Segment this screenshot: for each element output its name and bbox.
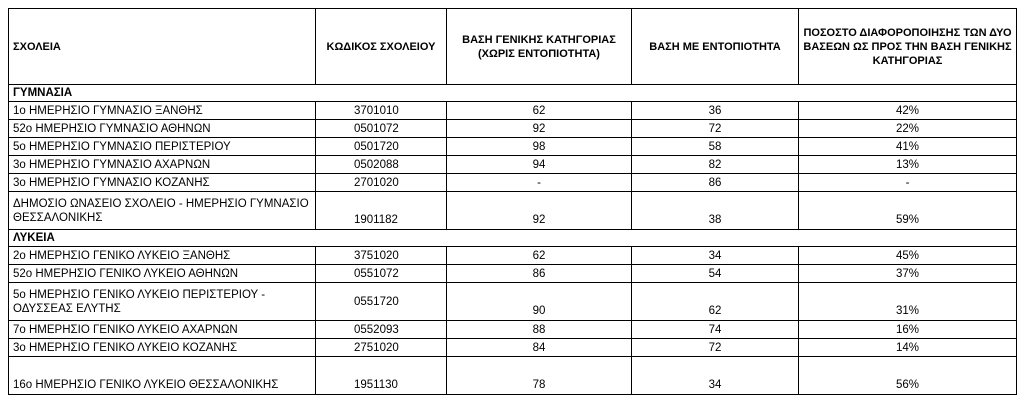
school-name: 5ο ΗΜΕΡΗΣΙΟ ΓΕΝΙΚΟ ΛΥΚΕΙΟ ΠΕΡΙΣΤΕΡΙΟΥ - ΟΔΥΣΣΕΑΣ ΕΛΥΤΗΣ [9, 283, 316, 321]
base-general: 90 [447, 283, 632, 321]
table-row [9, 321, 1017, 339]
base-local: 62 [632, 283, 799, 321]
table-row [9, 192, 1017, 230]
percent-diff: 45% [799, 247, 1017, 265]
header-school: ΣΧΟΛΕΙΑ [9, 9, 316, 85]
school-name: 52ο ΗΜΕΡΗΣΙΟ ΓΕΝΙΚΟ ΛΥΚΕΙΟ ΑΘΗΝΩΝ [9, 265, 316, 283]
school-code: 0551720 [316, 283, 447, 321]
base-general: 78 [447, 357, 632, 395]
school-name: 5ο ΗΜΕΡΗΣΙΟ ΓΥΜΝΑΣΙΟ ΠΕΡΙΣΤΕΡΙΟΥ [9, 138, 316, 156]
schools-table [8, 8, 1017, 395]
table-row [9, 120, 1017, 138]
school-name: 16ο ΗΜΕΡΗΣΙΟ ΓΕΝΙΚΟ ΛΥΚΕΙΟ ΘΕΣΣΑΛΟΝΙΚΗΣ [9, 357, 316, 395]
school-code: 0551072 [316, 265, 447, 283]
base-local: 38 [632, 192, 799, 230]
base-general: 92 [447, 120, 632, 138]
school-name: 1ο ΗΜΕΡΗΣΙΟ ΓΥΜΝΑΣΙΟ ΞΑΝΘΗΣ [9, 102, 316, 120]
header-percent-diff: ΠΟΣΟΣΤΟ ΔΙΑΦΟΡΟΠΟΙΗΣΗΣ ΤΩΝ ΔΥΟ ΒΑΣΕΩΝ ΩΣ ΠΡΟΣ ΤΗΝ ΒΑΣΗ ΓΕΝΙΚΗΣ ΚΑΤΗΓΟΡΙΑΣ [799, 9, 1017, 85]
base-local: 82 [632, 156, 799, 174]
section-title: ΓΥΜΝΑΣΙΑ [9, 85, 1017, 102]
base-local: 72 [632, 120, 799, 138]
percent-diff: 59% [799, 192, 1017, 230]
table-row [9, 156, 1017, 174]
school-name: ΔΗΜΟΣΙΟ ΩΝΑΣΕΙΟ ΣΧΟΛΕΙΟ - ΗΜΕΡΗΣΙΟ ΓΥΜΝΑΣΙΟ ΘΕΣΣΑΛΟΝΙΚΗΣ [9, 192, 316, 230]
base-local: 74 [632, 321, 799, 339]
header-row [9, 9, 1017, 85]
school-name: 3ο ΗΜΕΡΗΣΙΟ ΓΥΜΝΑΣΙΟ ΑΧΑΡΝΩΝ [9, 156, 316, 174]
base-local: 86 [632, 174, 799, 192]
base-local: 36 [632, 102, 799, 120]
school-code: 0552093 [316, 321, 447, 339]
school-code: 1901182 [316, 192, 447, 230]
table-row [9, 174, 1017, 192]
base-general: 98 [447, 138, 632, 156]
table-row [9, 339, 1017, 357]
percent-diff: 22% [799, 120, 1017, 138]
table-row [9, 283, 1017, 321]
section-row-gymnasia [9, 85, 1017, 102]
percent-diff: 31% [799, 283, 1017, 321]
school-code: 3701010 [316, 102, 447, 120]
base-local: 54 [632, 265, 799, 283]
school-code: 0501072 [316, 120, 447, 138]
base-general: 88 [447, 321, 632, 339]
base-local: 72 [632, 339, 799, 357]
school-name: 3ο ΗΜΕΡΗΣΙΟ ΓΥΜΝΑΣΙΟ ΚΟΖΑΝΗΣ [9, 174, 316, 192]
base-general: 62 [447, 247, 632, 265]
table-row [9, 357, 1017, 395]
section-title: ΛΥΚΕΙΑ [9, 230, 1017, 247]
header-base-general: ΒΑΣΗ ΓΕΝΙΚΗΣ ΚΑΤΗΓΟΡΙΑΣ (ΧΩΡΙΣ ΕΝΤΟΠΙΟΤΗΤΑ) [447, 9, 632, 85]
school-code: 2701020 [316, 174, 447, 192]
percent-diff: 14% [799, 339, 1017, 357]
percent-diff: 13% [799, 156, 1017, 174]
school-name: 3ο ΗΜΕΡΗΣΙΟ ΓΕΝΙΚΟ ΛΥΚΕΙΟ ΚΟΖΑΝΗΣ [9, 339, 316, 357]
base-general: 86 [447, 265, 632, 283]
table-row [9, 138, 1017, 156]
school-name: 7ο ΗΜΕΡΗΣΙΟ ΓΕΝΙΚΟ ΛΥΚΕΙΟ ΑΧΑΡΝΩΝ [9, 321, 316, 339]
percent-diff: 37% [799, 265, 1017, 283]
base-general: 92 [447, 192, 632, 230]
base-general: 62 [447, 102, 632, 120]
header-base-local: ΒΑΣΗ ΜΕ ΕΝΤΟΠΙΟΤΗΤΑ [632, 9, 799, 85]
base-general: 84 [447, 339, 632, 357]
school-name: 52ο ΗΜΕΡΗΣΙΟ ΓΥΜΝΑΣΙΟ ΑΘΗΝΩΝ [9, 120, 316, 138]
table-row [9, 247, 1017, 265]
percent-diff: 42% [799, 102, 1017, 120]
section-row-lykeia [9, 230, 1017, 247]
table-row [9, 102, 1017, 120]
base-general: - [447, 174, 632, 192]
table-row [9, 265, 1017, 283]
percent-diff: 16% [799, 321, 1017, 339]
base-general: 94 [447, 156, 632, 174]
base-local: 58 [632, 138, 799, 156]
percent-diff: 56% [799, 357, 1017, 395]
school-code: 0501720 [316, 138, 447, 156]
school-code: 3751020 [316, 247, 447, 265]
base-local: 34 [632, 247, 799, 265]
percent-diff: 41% [799, 138, 1017, 156]
base-local: 34 [632, 357, 799, 395]
percent-diff: - [799, 174, 1017, 192]
header-code: ΚΩΔΙΚΟΣ ΣΧΟΛΕΙΟΥ [316, 9, 447, 85]
school-code: 1951130 [316, 357, 447, 395]
school-name: 2ο ΗΜΕΡΗΣΙΟ ΓΕΝΙΚΟ ΛΥΚΕΙΟ ΞΑΝΘΗΣ [9, 247, 316, 265]
school-code: 2751020 [316, 339, 447, 357]
school-code: 0502088 [316, 156, 447, 174]
